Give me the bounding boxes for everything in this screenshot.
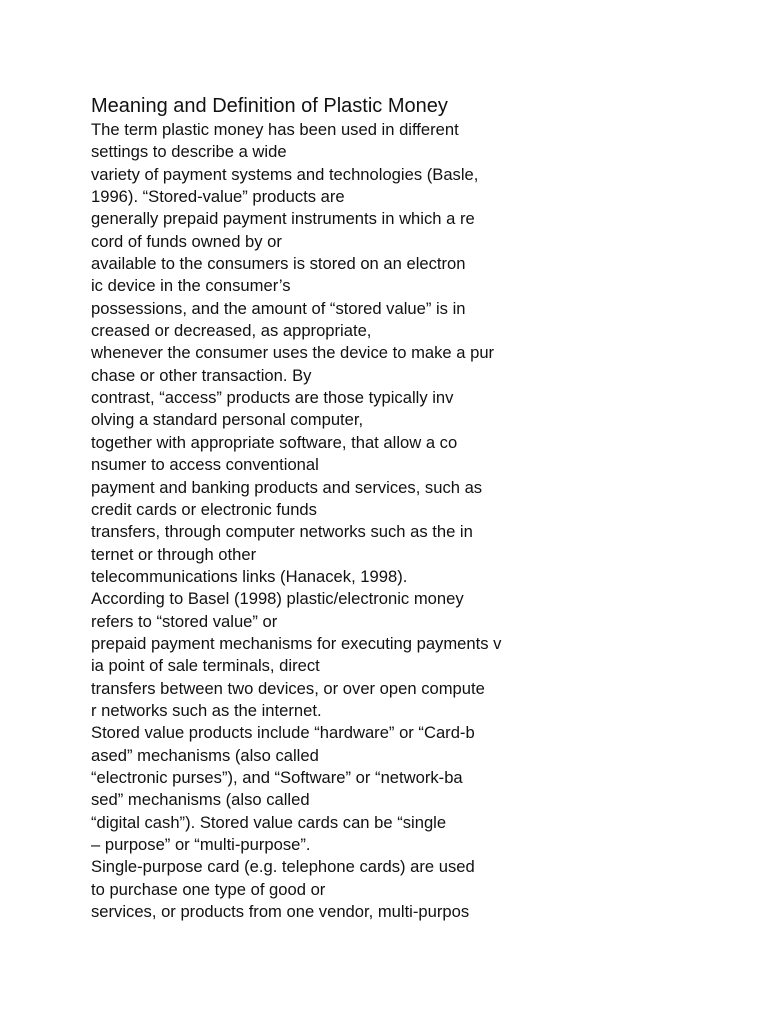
text-line: The term plastic money has been used in different (91, 120, 459, 139)
text-line: variety of payment systems and technologies (Basle, (91, 164, 479, 184)
text-line: ased” mechanisms (also called (91, 745, 319, 765)
text-line: sed” mechanisms (also called (91, 790, 310, 810)
text-line: “electronic purses”), and “Software” or “network-ba (91, 767, 463, 787)
text-line: credit cards or electronic funds (91, 499, 317, 519)
text-line: 1996). “Stored-value” products are (91, 187, 345, 207)
text-line: ia point of sale terminals, direct (91, 656, 320, 676)
text-line: to purchase one type of good or (91, 879, 326, 899)
text-line: generally prepaid payment instruments in which a re (91, 209, 475, 229)
text-line: services, or products from one vendor, multi-purpos (91, 902, 470, 922)
text-line: together with appropriate software, that allow a co (91, 432, 458, 452)
text-line: ternet or through other (91, 544, 257, 564)
text-line: settings to describe a wide (91, 142, 287, 162)
text-line: transfers between two devices, or over open compute (91, 678, 485, 698)
text-line: nsumer to access conventional (91, 455, 319, 475)
text-line: refers to “stored value” or (91, 611, 278, 631)
text-line: “digital cash”). Stored value cards can be “single (91, 812, 447, 832)
document-body (91, 119, 501, 923)
text-line: transfers, through computer networks such as the in (91, 522, 473, 542)
text-line: available to the consumers is stored on an electron (91, 254, 466, 274)
text-line: telecommunications links (Hanacek, 1998). (91, 566, 408, 586)
text-line: chase or other transaction. By (91, 365, 312, 385)
text-line: olving a standard personal computer, (91, 410, 364, 430)
text-line: payment and banking products and services, such as (91, 477, 483, 497)
text-line: whenever the consumer uses the device to make a pur (91, 343, 495, 363)
text-line: prepaid payment mechanisms for executing payments v (91, 633, 502, 653)
document-title: Meaning and Definition of Plastic Money (91, 95, 448, 117)
text-line: Single-purpose card (e.g. telephone cards) are used (91, 857, 475, 877)
text-line: possessions, and the amount of “stored value” is in (91, 298, 466, 318)
text-line: According to Basel (1998) plastic/electronic money (91, 589, 464, 609)
text-line: Stored value products include “hardware” or “Card-b (91, 723, 475, 743)
text-line: r networks such as the internet. (91, 700, 322, 720)
text-line: creased or decreased, as appropriate, (91, 321, 372, 341)
text-line: ic device in the consumer’s (91, 276, 291, 296)
text-line: – purpose” or “multi-purpose”. (91, 835, 311, 854)
text-line: contrast, “access” products are those typically inv (91, 388, 454, 408)
text-line: cord of funds owned by or (91, 231, 282, 251)
